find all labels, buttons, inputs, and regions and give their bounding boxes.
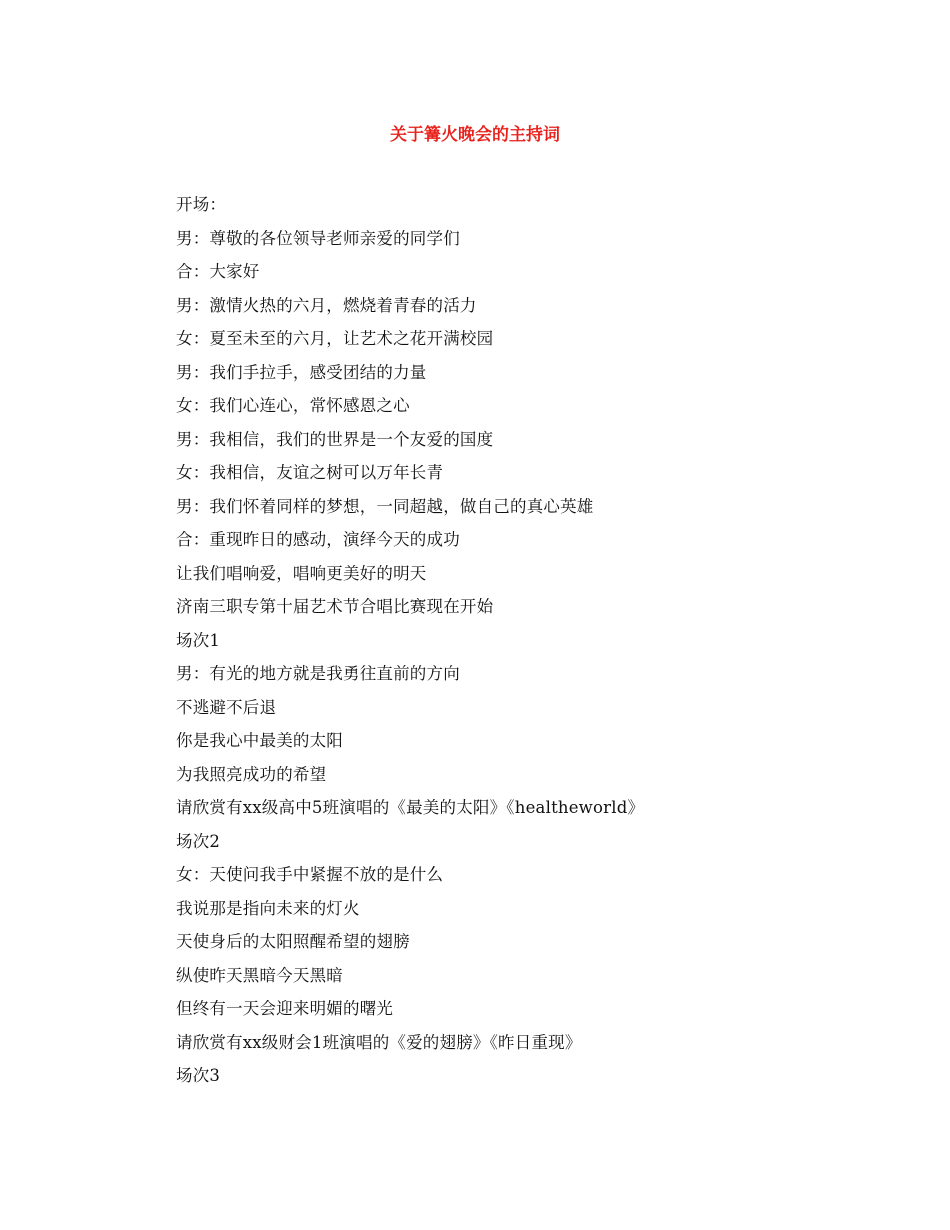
text-line: 开场： — [176, 195, 227, 214]
text-line: 天使身后的太阳照醒希望的翅膀 — [176, 932, 410, 951]
text-line: 为我照亮成功的希望 — [176, 764, 327, 784]
text-line: 男：我相信，我们的世界是一个友爱的国度 — [176, 429, 494, 449]
text-line: 请欣赏有xx级财会1班演唱的《爱的翅膀》《昨日重现》 — [176, 1032, 582, 1052]
section-heading: 场次2 — [176, 831, 221, 851]
text-line: 女：天使问我手中紧握不放的是什么 — [176, 865, 444, 884]
text-line: 女：我们心连心，常怀感恩之心 — [176, 396, 410, 415]
text-line: 女：我相信，友谊之树可以万年长青 — [176, 463, 444, 482]
text-line: 让我们唱响爱，唱响更美好的明天 — [176, 563, 427, 583]
text-line: 合：重现昨日的感动，演绎今天的成功 — [176, 530, 460, 549]
text-line: 但终有一天会迎来明媚的曙光 — [176, 999, 394, 1018]
text-line: 女：夏至未至的六月，让艺术之花开满校园 — [176, 329, 494, 348]
text-line: 男：我们怀着同样的梦想，一同超越，做自己的真心英雄 — [176, 496, 594, 516]
document-title: 关于篝火晚会的主持词 — [390, 125, 560, 145]
text-line: 男：有光的地方就是我勇往直前的方向 — [176, 664, 460, 683]
text-line: 我说那是指向未来的灯火 — [176, 898, 360, 918]
section-heading: 场次3 — [176, 1066, 221, 1085]
section-heading: 场次1 — [176, 630, 221, 650]
text-line: 你是我心中最美的太阳 — [176, 731, 343, 750]
text-line: 男：激情火热的六月，燃烧着青春的活力 — [176, 295, 477, 315]
document-body — [176, 195, 856, 1100]
text-line: 纵使昨天黑暗今天黑暗 — [176, 965, 343, 985]
text-line: 男：尊敬的各位领导老师亲爱的同学们 — [176, 228, 460, 248]
text-line: 济南三职专第十届艺术节合唱比赛现在开始 — [176, 597, 494, 616]
text-line: 合：大家好 — [176, 262, 260, 281]
text-line: 请欣赏有xx级高中5班演唱的《最美的太阳》《healtheworld》 — [176, 798, 645, 817]
text-line: 不逃避不后退 — [176, 697, 277, 717]
text-line: 男：我们手拉手，感受团结的力量 — [176, 362, 427, 382]
